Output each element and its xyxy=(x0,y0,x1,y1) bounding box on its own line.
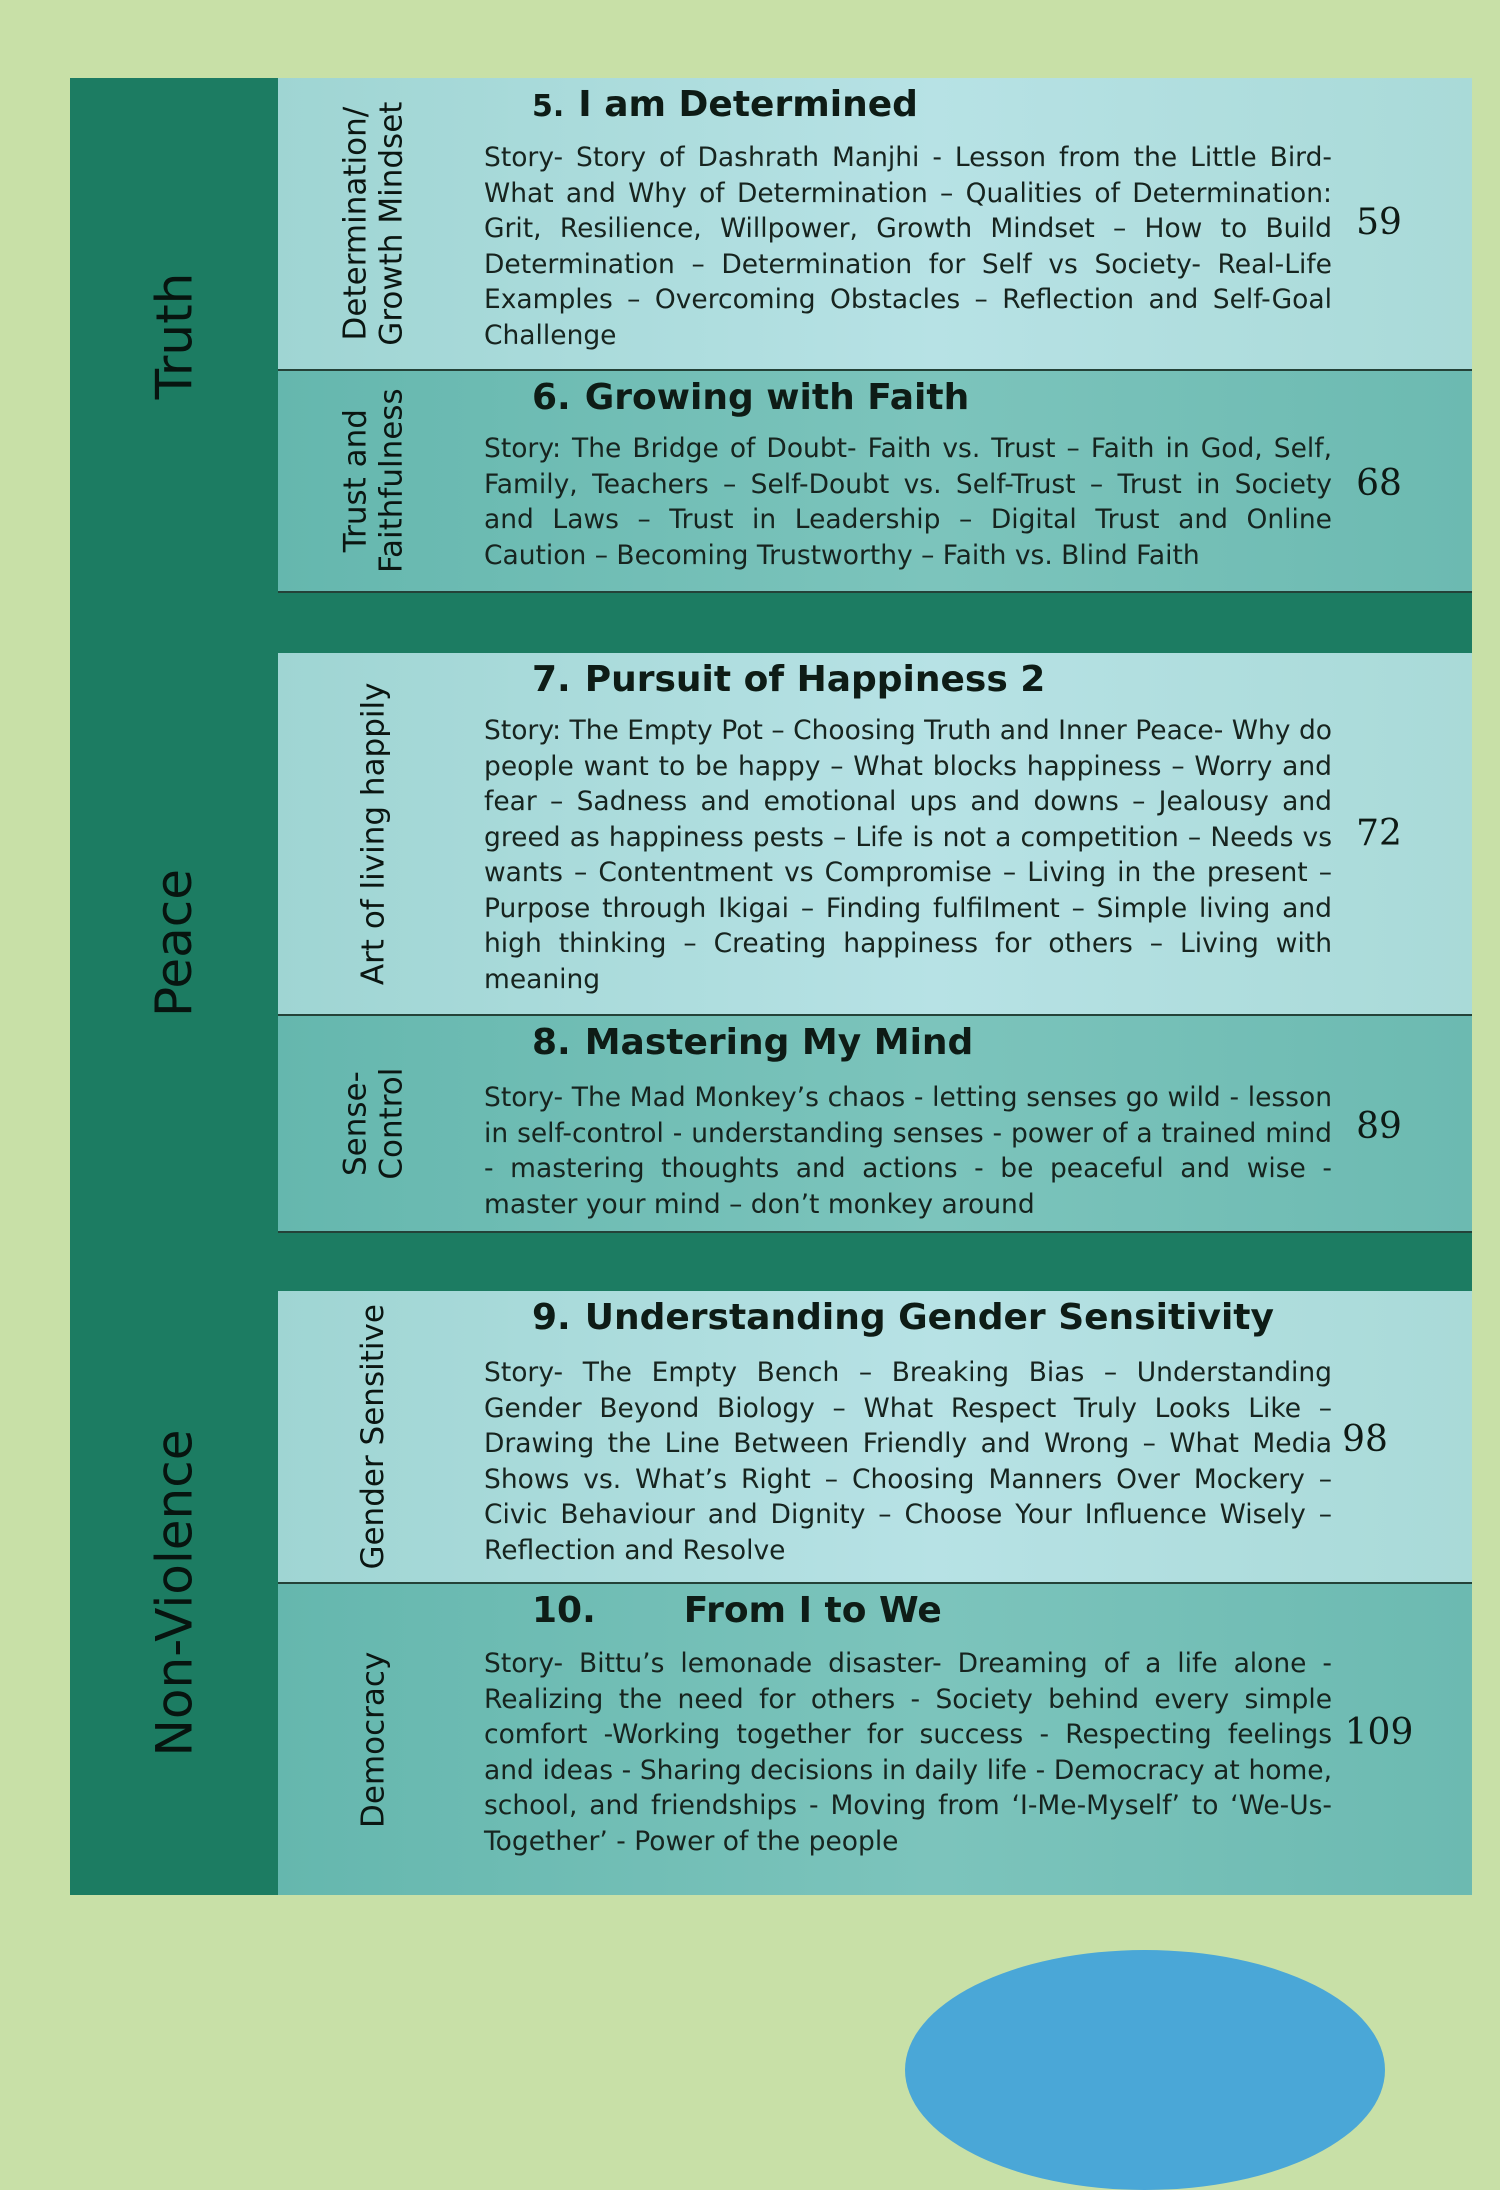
chapter-number: 8. xyxy=(532,1022,571,1063)
chapter-description: Story: The Bridge of Doubt- Faith vs. Trust – Faith in God, Self, Family, Teachers – Self-Doubt vs. Self-Trust – Trust in Society and Laws – Trust in Leadership – Digital Trust and Online Caution – Becoming Trustworthy – Faith vs. Blind Faith xyxy=(484,433,1332,571)
chapter-title-text: From I to We xyxy=(683,1590,942,1631)
chapter-title xyxy=(532,1590,942,1631)
section-label: Non-Violence xyxy=(145,1429,204,1757)
subtopic xyxy=(278,371,470,591)
chapter-row[interactable] xyxy=(278,1016,1472,1233)
subtopic-line: Faithfulness xyxy=(373,388,409,574)
chapter-title xyxy=(532,659,1045,700)
page-number: 68 xyxy=(1356,463,1402,504)
page-number: 59 xyxy=(1356,202,1402,243)
subtopic xyxy=(278,1016,470,1231)
subtopic xyxy=(278,653,470,1014)
chapter-row[interactable] xyxy=(278,1584,1472,1895)
chapter-title xyxy=(532,377,969,418)
subtopic-line: Democracy xyxy=(355,1651,392,1828)
subtopic xyxy=(278,78,470,369)
chapter-number: 9. xyxy=(532,1297,571,1338)
chapter-title xyxy=(532,1297,1274,1338)
subtopic-line: Growth Mindset xyxy=(373,101,409,346)
chapter-row[interactable] xyxy=(278,653,1472,1016)
page-number: 98 xyxy=(1342,1419,1388,1460)
chapter-description: Story- Bittu’s lemonade disaster- Dreaming of a life alone - Realizing the need for others - Society behind every simple comfort -Working together for success - Respecting feelings and ideas - Sharing decisions in daily life - Democracy at home, school, and friendships - Moving from ‘I-Me-Myself’ to ‘We-Us-Together’ - Power of the people xyxy=(484,1648,1332,1857)
section-non-violence xyxy=(70,1291,278,1895)
chapter-row[interactable] xyxy=(278,78,1472,371)
chapter-title-text: Growing with Faith xyxy=(584,377,970,418)
page-number: 89 xyxy=(1356,1106,1402,1147)
chapter-row[interactable] xyxy=(278,371,1472,593)
decorative-circle xyxy=(905,1950,1385,2190)
subtopic xyxy=(278,1291,470,1582)
chapter-description: Story- The Empty Bench – Breaking Bias – Understanding Gender Beyond Biology – What Respect Truly Looks Like – Drawing the Line Between Friendly and Wrong – What Media Shows vs. What’s Right – Choosing Manners Over Mockery – Civic Behaviour and Dignity – Choose Your Influence Wisely – Reflection and Resolve xyxy=(484,1357,1332,1566)
chapter-row[interactable] xyxy=(278,1291,1472,1584)
subtopic-line: Determination/ xyxy=(337,106,374,341)
chapter-number: 6. xyxy=(532,377,571,418)
page-number: 109 xyxy=(1344,1712,1414,1753)
subtopic-line: Sense- xyxy=(337,1071,374,1176)
section-truth xyxy=(70,78,278,593)
contents-table xyxy=(70,78,1472,1895)
chapter-number: 7. xyxy=(532,659,571,700)
subtopic-line: Art of living happily xyxy=(355,682,392,985)
chapter-title-text: I am Determined xyxy=(578,84,918,125)
subtopic-line: Gender Sensitive xyxy=(355,1303,392,1570)
chapter-number: 5. xyxy=(532,89,565,124)
chapter-title xyxy=(532,84,918,125)
chapter-description: Story- The Mad Monkey’s chaos - letting senses go wild - lesson in self-control - understanding senses - power of a trained mind - mastering thoughts and actions - be peaceful and wise - master your mind – don’t monkey around xyxy=(484,1082,1332,1220)
subtopic-line: Trust and xyxy=(337,409,374,553)
chapter-title-text: Understanding Gender Sensitivity xyxy=(584,1297,1274,1338)
chapter-description: Story- Story of Dashrath Manjhi - Lesson from the Little Bird- What and Why of Determination – Qualities of Determination: Grit, Resilience, Willpower, Growth Mindset – How to Build Determination – Determination for Self vs Society- Real-Life Examples – Overcoming Obstacles – Reflection and Self-Goal Challenge xyxy=(484,142,1332,351)
chapter-number: 10. xyxy=(532,1590,596,1631)
section-label: Truth xyxy=(144,272,203,399)
section-label: Peace xyxy=(145,868,203,1018)
subtopic-line: Control xyxy=(373,1067,409,1180)
chapter-title-text: Mastering My Mind xyxy=(584,1022,974,1063)
chapter-title xyxy=(532,1022,973,1063)
page-number: 72 xyxy=(1356,813,1402,854)
chapter-description: Story: The Empty Pot – Choosing Truth and Inner Peace- Why do people want to be happy – What blocks happiness – Worry and fear – Sadness and emotional ups and downs – Jealousy and greed as happiness pests – Life is not a competition – Needs vs wants – Contentment vs Compromise – Living in the present – Purpose through Ikigai – Finding fulfilment – Simple living and high thinking – Creating happiness for others – Living with meaning xyxy=(484,715,1332,995)
chapter-title-text: Pursuit of Happiness 2 xyxy=(584,659,1046,700)
section-peace xyxy=(70,653,278,1233)
subtopic xyxy=(278,1584,470,1895)
